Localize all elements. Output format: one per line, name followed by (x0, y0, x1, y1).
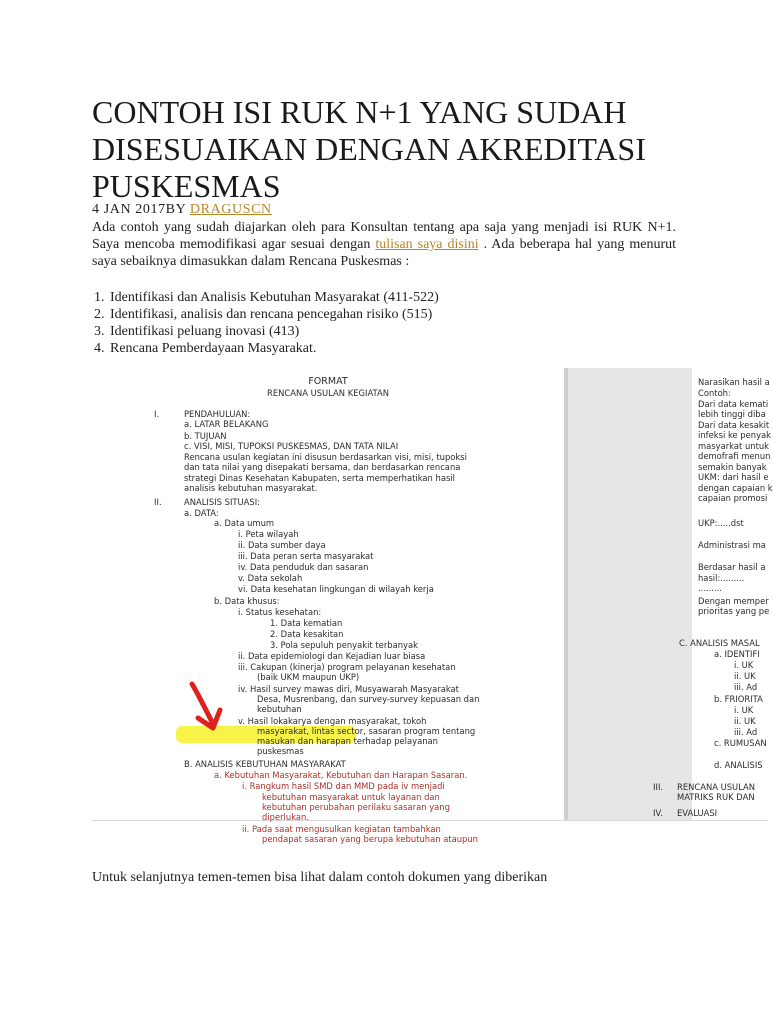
doc-line: lebih tinggi diba (698, 409, 766, 419)
doc-line: semakin banyak (698, 462, 767, 472)
doc-line: a. Kebutuhan Masyarakat, Kebutuhan dan Harapan Sasaran. (214, 770, 468, 780)
doc-line: diperlukan. (262, 812, 309, 822)
doc-line: masyarkat untuk (698, 441, 770, 451)
doc-line: ii. Data epidemiologi dan Kejadian luar biasa (238, 651, 426, 661)
doc-line: pendapat sasaran yang berupa kebutuhan ataupun (262, 834, 478, 844)
doc-line: iii. Ad (734, 682, 758, 692)
doc-line: infeksi ke penyak (698, 430, 772, 440)
doc-line: masukan dan harapan terhadap pelayanan (257, 736, 438, 746)
doc-line: dan tata nilai yang disepakati bersama, dan berdasarkan rencana (184, 462, 461, 472)
doc-line: Desa, Musrenbang, dan survey-survey kepuasan dan (257, 694, 480, 704)
doc-line: puskesmas (257, 746, 304, 756)
intro-text-before: Ada contoh yang sudah diajarkan oleh para Konsultan tentang apa saja yang menjadi isi RUK N+1. Saya mencoba memodifikasi agar sesuai dengan (92, 220, 676, 252)
doc-line: iii. Ad (734, 727, 758, 737)
closing-paragraph: Untuk selanjutnya temen-temen bisa lihat dalam contoh dokumen yang diberikan (92, 870, 548, 885)
doc-line: C. ANALISIS MASAL (679, 638, 760, 648)
post-date: 4 JAN 2017 (92, 202, 166, 217)
doc-line: a. DATA: (184, 508, 219, 518)
doc-line: prioritas yang pe (698, 606, 770, 616)
author-link[interactable]: DRAGUSCN (189, 202, 272, 217)
doc-line: i. Status kesehatan: (238, 607, 322, 617)
doc-line: FORMAT (308, 376, 348, 387)
doc-line: ANALISIS SITUASI: (184, 497, 260, 507)
doc-line: kebutuhan perubahan perilaku sasaran yang (262, 802, 450, 812)
doc-line: iii. Data peran serta masyarakat (238, 551, 374, 561)
doc-line: v. Data sekolah (238, 573, 303, 583)
doc-line: ii. Data sumber daya (238, 540, 326, 550)
doc-line: dengan capaian k (698, 483, 773, 493)
doc-line: demofrafi menun (698, 451, 771, 461)
doc-line: vi. Data kesehatan lingkungan di wilayah kerja (238, 584, 434, 594)
doc-line: strategi Dinas Kesehatan Kabupaten, serta memperhatikan hasil (184, 473, 455, 483)
doc-line: MATRIKS RUK DAN (677, 792, 755, 802)
doc-line: Dari data kesakit (698, 420, 770, 430)
doc-line: 1. Data kematian (270, 618, 343, 628)
doc-line: ii. UK (734, 716, 756, 726)
doc-line: IV. (653, 808, 663, 818)
doc-line: Dengan memper (698, 596, 769, 606)
doc-line: a. Data umum (214, 518, 275, 528)
red-arrow-icon (188, 680, 228, 736)
doc-line: RENCANA USULAN KEGIATAN (267, 388, 389, 398)
doc-line: UKP:.....dst (698, 518, 744, 528)
intro-link[interactable]: tulisan saya disini (375, 237, 479, 252)
doc-line: v. Hasil lokakarya dengan masyarakat, tokoh (238, 716, 427, 726)
doc-line: ii. UK (734, 671, 756, 681)
doc-line: kebutuhan masyarakat untuk layanan dan (262, 792, 440, 802)
doc-line: 2. Data kesakitan (270, 629, 344, 639)
doc-line: d. ANALISIS (714, 760, 763, 770)
doc-line: i. Peta wilayah (238, 529, 299, 539)
doc-line: Berdasar hasil a (698, 562, 766, 572)
doc-line: i. Rangkum hasil SMD dan MMD pada iv menjadi (242, 781, 445, 791)
doc-line: Narasikan hasil a (698, 377, 770, 387)
doc-line: c. VISI, MISI, TUPOKSI PUSKESMAS, DAN TATA NILAI (184, 441, 399, 451)
list-item: 3. Identifikasi peluang inovasi (413) (108, 323, 439, 340)
document-page-left (92, 368, 564, 844)
document-page-right (653, 368, 773, 820)
by-label: BY (165, 202, 186, 217)
page-gap (564, 368, 692, 820)
doc-line: kebutuhan (257, 704, 302, 714)
doc-line: iv. Data penduduk dan sasaran (238, 562, 369, 572)
doc-line: iv. Hasil survey mawas diri, Musyawarah Masyarakat (238, 684, 459, 694)
doc-line: Contoh: (698, 388, 731, 398)
doc-line: masyarakat, lintas sector, sasaran program tentang (257, 726, 476, 736)
doc-line: III. (653, 782, 664, 792)
doc-line: Rencana usulan kegiatan ini disusun berdasarkan visi, misi, tupoksi (184, 452, 467, 462)
doc-line: PENDAHULUAN: (184, 409, 251, 419)
article-title: CONTOH ISI RUK N+1 YANG SUDAH DISESUAIKAN DENGAN AKREDITASI PUSKESMAS (92, 94, 646, 204)
doc-line: RENCANA USULAN (677, 782, 756, 792)
doc-section-heading: B. ANALISIS KEBUTUHAN MASYARAKAT (184, 759, 346, 769)
doc-line: iii. Cakupan (kinerja) program pelayanan kesehatan (238, 662, 456, 672)
doc-line: ......... (698, 583, 722, 593)
doc-line: c. RUMUSAN (714, 738, 767, 748)
doc-line: 3. Pola sepuluh penyakit terbanyak (270, 640, 418, 650)
post-meta (92, 202, 272, 218)
doc-line: a. IDENTIFI (714, 649, 760, 659)
topic-list (56, 289, 439, 357)
doc-line: a. LATAR BELAKANG (184, 419, 269, 429)
doc-line: b. FRIORITA (714, 694, 763, 704)
doc-line: EVALUASI (677, 808, 718, 818)
doc-line: b. TUJUAN (184, 431, 227, 441)
list-item: 2. Identifikasi, analisis dan rencana pencegahan risiko (515) (108, 306, 439, 323)
intro-paragraph (92, 219, 676, 270)
doc-line: capaian promosi (698, 493, 768, 503)
doc-line: ii. Pada saat mengusulkan kegiatan tambahkan (242, 824, 441, 834)
doc-line: i. UK (734, 660, 754, 670)
document-screenshot (92, 368, 773, 844)
doc-line: b. Data khusus: (214, 596, 280, 606)
intro-text-after: . Ada beberapa hal yang menurut saya sebaiknya dimasukkan dalam Rencana Puskesmas : (92, 237, 677, 269)
list-item: 4. Rencana Pemberdayaan Masyarakat. (108, 340, 439, 357)
doc-line: i. UK (734, 705, 754, 715)
doc-line: Administrasi ma (698, 540, 766, 550)
doc-line: (baik UKM maupun UKP) (257, 672, 360, 682)
doc-line: analisis kebutuhan masyarakat. (184, 483, 318, 493)
list-item: 1. Identifikasi dan Analisis Kebutuhan Masyarakat (411-522) (108, 289, 439, 306)
doc-line: hasil:......... (698, 573, 745, 583)
doc-line: I. (154, 409, 160, 419)
doc-line: UKM: dari hasil e (698, 472, 769, 482)
doc-line: Dari data kemati (698, 399, 769, 409)
doc-line: II. (154, 497, 162, 507)
